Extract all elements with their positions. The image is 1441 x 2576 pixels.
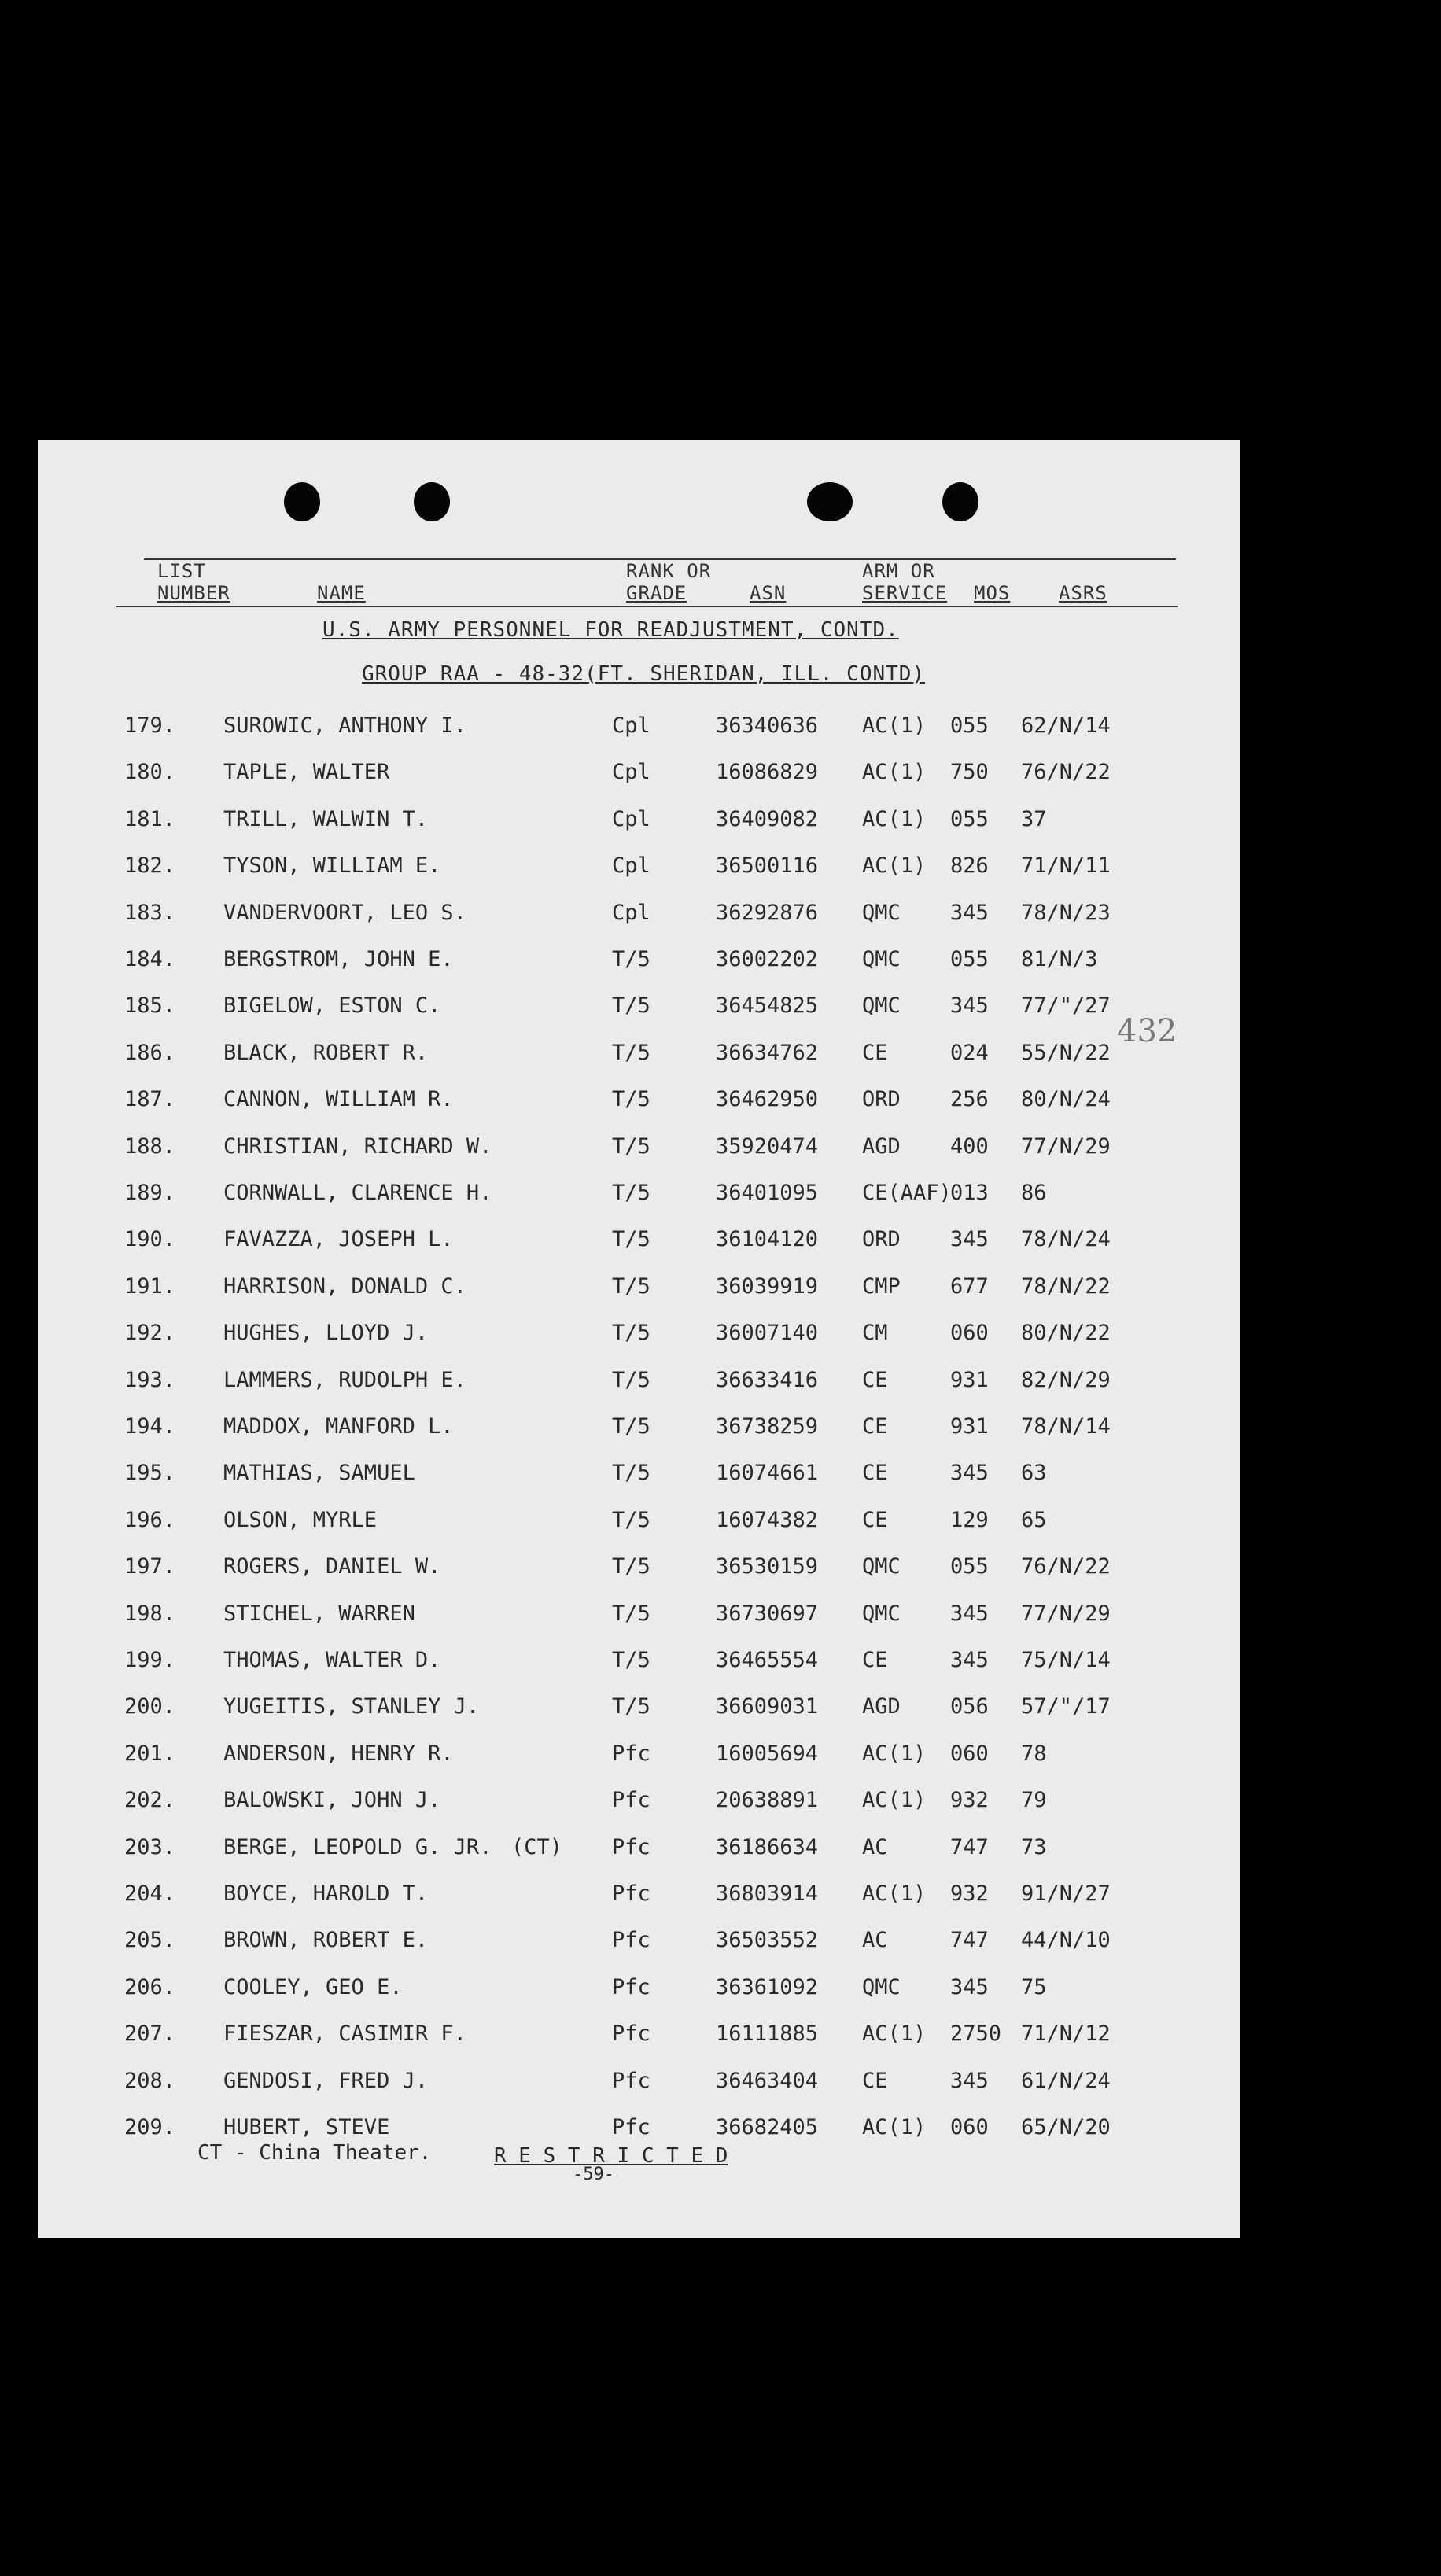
person-name: TYSON, WILLIAM E.: [223, 853, 441, 879]
list-row: [38, 807, 1240, 838]
arm-of-service: QMC: [862, 1554, 901, 1579]
arm-of-service: CE: [862, 1367, 888, 1392]
person-name: FAVAZZA, JOSEPH L.: [223, 1227, 454, 1252]
asrs-score: 37: [1021, 806, 1047, 831]
arm-of-service: CM: [862, 1321, 888, 1346]
army-serial-number: 16005694: [716, 1741, 819, 1766]
arm-of-service: CE: [862, 1461, 888, 1486]
list-number: 183.: [124, 900, 176, 925]
person-name: ANDERSON, HENRY R.: [223, 1741, 454, 1766]
army-serial-number: 36039919: [716, 1273, 819, 1299]
rank-grade: T/5: [612, 1367, 650, 1392]
asrs-score: 78/N/24: [1021, 1227, 1111, 1252]
rank-grade: Pfc: [612, 1741, 650, 1766]
person-name: TAPLE, WALTER: [223, 760, 390, 785]
army-serial-number: 36463404: [716, 2068, 819, 2093]
person-name: SUROWIC, ANTHONY I.: [223, 713, 466, 738]
mos-code: 345: [950, 1648, 989, 1672]
army-serial-number: 36682405: [716, 2115, 819, 2139]
arm-of-service: CE: [862, 1040, 888, 1065]
list-number: 195.: [124, 1461, 176, 1486]
list-number: 188.: [124, 1133, 176, 1159]
asrs-score: 78: [1021, 1741, 1047, 1766]
punch-hole: [807, 482, 853, 521]
asrs-score: 77/"/27: [1021, 993, 1111, 1019]
header-rank: RANK OR GRADE: [626, 560, 712, 604]
army-serial-number: 36609031: [716, 1694, 819, 1719]
arm-of-service: AC: [862, 1928, 888, 1953]
header-arm: ARM OR SERVICE: [862, 560, 948, 604]
mos-code: 345: [950, 1461, 989, 1486]
person-name: MATHIAS, SAMUEL: [223, 1461, 415, 1486]
asrs-score: 86: [1021, 1181, 1047, 1205]
arm-of-service: CE(AAF): [862, 1181, 952, 1205]
asrs-score: 55/N/22: [1021, 1040, 1111, 1065]
mos-code: 256: [950, 1087, 989, 1112]
arm-of-service: AC(1): [862, 2021, 927, 2047]
army-serial-number: 36634762: [716, 1040, 819, 1065]
arm-of-service: QMC: [862, 947, 901, 971]
list-row: [38, 901, 1240, 932]
mos-code: 826: [950, 853, 989, 879]
mos-code: 345: [950, 1601, 989, 1626]
list-number: 191.: [124, 1273, 176, 1299]
list-number: 180.: [124, 760, 176, 785]
arm-of-service: CMP: [862, 1273, 901, 1299]
arm-of-service: AC(1): [862, 2115, 927, 2139]
mos-code: 055: [950, 806, 989, 831]
army-serial-number: 16074382: [716, 1507, 819, 1532]
list-number: 187.: [124, 1087, 176, 1112]
asrs-score: 63: [1021, 1461, 1047, 1486]
arm-of-service: ORD: [862, 1227, 901, 1252]
asrs-score: 78/N/23: [1021, 900, 1111, 925]
rank-grade: Pfc: [612, 1834, 650, 1859]
person-name: BERGSTROM, JOHN E.: [223, 947, 454, 971]
army-serial-number: 36465554: [716, 1648, 819, 1672]
person-name: MADDOX, MANFORD L.: [223, 1414, 454, 1439]
person-name: ROGERS, DANIEL W.: [223, 1554, 441, 1579]
person-name: HARRISON, DONALD C.: [223, 1273, 466, 1299]
mos-code: 931: [950, 1367, 989, 1392]
army-serial-number: 36633416: [716, 1367, 819, 1392]
list-number: 205.: [124, 1928, 176, 1953]
army-serial-number: 36454825: [716, 993, 819, 1019]
person-name: GENDOSI, FRED J.: [223, 2068, 429, 2093]
document-title: U.S. ARMY PERSONNEL FOR READJUSTMENT, CONTD.: [322, 618, 899, 642]
mos-code: 750: [950, 760, 989, 785]
person-name: BOYCE, HAROLD T.: [223, 1881, 429, 1906]
asrs-score: 62/N/14: [1021, 713, 1111, 738]
person-name: THOMAS, WALTER D.: [223, 1648, 441, 1672]
list-row: [38, 1508, 1240, 1539]
rank-grade: Pfc: [612, 2021, 650, 2047]
list-row: [38, 853, 1240, 885]
arm-of-service: QMC: [862, 993, 901, 1019]
mos-code: 055: [950, 713, 989, 738]
list-number: 181.: [124, 806, 176, 831]
asrs-score: 57/"/17: [1021, 1694, 1111, 1719]
list-number: 206.: [124, 1974, 176, 1999]
asrs-score: 78/N/14: [1021, 1414, 1111, 1439]
army-serial-number: 36340636: [716, 713, 819, 738]
rank-grade: T/5: [612, 1273, 650, 1299]
list-row: [38, 1881, 1240, 1913]
list-number: 202.: [124, 1788, 176, 1813]
list-number: 192.: [124, 1321, 176, 1346]
army-serial-number: 20638891: [716, 1788, 819, 1813]
army-serial-number: 35920474: [716, 1133, 819, 1159]
list-row: [38, 1975, 1240, 2007]
asrs-score: 44/N/10: [1021, 1928, 1111, 1953]
person-name: VANDERVOORT, LEO S.: [223, 900, 466, 925]
page-number: -59-: [573, 2165, 614, 2184]
person-name: COOLEY, GEO E.: [223, 1974, 403, 1999]
person-name: LAMMERS, RUDOLPH E.: [223, 1367, 466, 1392]
person-name: BIGELOW, ESTON C.: [223, 993, 441, 1019]
punch-hole: [414, 482, 450, 521]
army-serial-number: 36730697: [716, 1601, 819, 1626]
asrs-score: 71/N/11: [1021, 853, 1111, 879]
list-row: [38, 947, 1240, 978]
army-serial-number: 36292876: [716, 900, 819, 925]
header-mos: MOS: [974, 582, 1011, 604]
mos-code: 400: [950, 1133, 989, 1159]
header-asrs: ASRS: [1059, 582, 1107, 604]
list-number: 209.: [124, 2115, 176, 2139]
rank-grade: T/5: [612, 1507, 650, 1532]
list-row: [38, 1041, 1240, 1072]
arm-of-service: AC(1): [862, 1741, 927, 1766]
arm-of-service: CE: [862, 1507, 888, 1532]
rank-grade: T/5: [612, 1648, 650, 1672]
list-row: [38, 1928, 1240, 1959]
arm-of-service: AC(1): [862, 853, 927, 879]
asrs-score: 65/N/20: [1021, 2115, 1111, 2139]
person-name: CORNWALL, CLARENCE H.: [223, 1181, 492, 1205]
list-row: [38, 1694, 1240, 1726]
mos-code: 056: [950, 1694, 989, 1719]
rank-grade: T/5: [612, 1554, 650, 1579]
list-row: [38, 1227, 1240, 1259]
list-row: [38, 1274, 1240, 1306]
list-number: 189.: [124, 1181, 176, 1205]
person-name: CANNON, WILLIAM R.: [223, 1087, 454, 1112]
arm-of-service: AGD: [862, 1694, 901, 1719]
army-serial-number: 36002202: [716, 947, 819, 971]
asrs-score: 80/N/24: [1021, 1087, 1111, 1112]
rank-grade: Pfc: [612, 1881, 650, 1906]
mos-code: 677: [950, 1273, 989, 1299]
page-stamp: 432: [1117, 1013, 1177, 1049]
footnote: CT - China Theater.: [197, 2141, 432, 2165]
person-name: BROWN, ROBERT E.: [223, 1928, 429, 1953]
list-row: [38, 2021, 1240, 2053]
asrs-score: 82/N/29: [1021, 1367, 1111, 1392]
rank-grade: Pfc: [612, 2115, 650, 2139]
rank-grade: Pfc: [612, 1974, 650, 1999]
asrs-score: 61/N/24: [1021, 2068, 1111, 2093]
mos-code: 060: [950, 1741, 989, 1766]
rank-grade: T/5: [612, 1601, 650, 1626]
list-number: 179.: [124, 713, 176, 738]
list-row: [38, 1601, 1240, 1633]
person-name: TRILL, WALWIN T.: [223, 806, 429, 831]
asrs-score: 65: [1021, 1507, 1047, 1532]
list-number: 182.: [124, 853, 176, 879]
list-row: [38, 993, 1240, 1025]
rank-grade: T/5: [612, 1181, 650, 1205]
list-number: 207.: [124, 2021, 176, 2047]
list-number: 200.: [124, 1694, 176, 1719]
rank-grade: T/5: [612, 1133, 650, 1159]
rank-grade: Pfc: [612, 1928, 650, 1953]
army-serial-number: 36803914: [716, 1881, 819, 1906]
list-number: 193.: [124, 1367, 176, 1392]
mos-code: 345: [950, 900, 989, 925]
mos-code: 345: [950, 2068, 989, 2093]
list-row: [38, 1461, 1240, 1492]
list-row: [38, 1134, 1240, 1166]
list-row: [38, 2069, 1240, 2100]
mos-code: 932: [950, 1881, 989, 1906]
person-name: OLSON, MYRLE: [223, 1507, 378, 1532]
arm-of-service: AC(1): [862, 806, 927, 831]
person-name: BALOWSKI, JOHN J.: [223, 1788, 441, 1813]
person-name: BERGE, LEOPOLD G. JR.: [223, 1834, 492, 1859]
list-number: 199.: [124, 1648, 176, 1672]
header-asn: ASN: [750, 582, 787, 604]
asrs-score: 77/N/29: [1021, 1601, 1111, 1626]
list-number: 186.: [124, 1040, 176, 1065]
rank-grade: Cpl: [612, 760, 650, 785]
mos-code: 055: [950, 947, 989, 971]
header-list-number: LIST NUMBER: [157, 560, 230, 604]
mos-code: 345: [950, 993, 989, 1019]
punch-hole: [942, 482, 978, 521]
rank-grade: T/5: [612, 1414, 650, 1439]
rank-grade: Pfc: [612, 2068, 650, 2093]
rank-grade: T/5: [612, 947, 650, 971]
rank-grade: T/5: [612, 993, 650, 1019]
list-row: [38, 1648, 1240, 1679]
mos-code: 055: [950, 1554, 989, 1579]
army-serial-number: 36007140: [716, 1321, 819, 1346]
army-serial-number: 36530159: [716, 1554, 819, 1579]
person-name: CHRISTIAN, RICHARD W.: [223, 1133, 492, 1159]
person-name: HUBERT, STEVE: [223, 2115, 390, 2139]
army-serial-number: 36401095: [716, 1181, 819, 1205]
rank-grade: Cpl: [612, 900, 650, 925]
army-serial-number: 36738259: [716, 1414, 819, 1439]
header-bottom-rule: [116, 606, 1178, 607]
mos-code: 345: [950, 1974, 989, 1999]
mos-code: 060: [950, 1321, 989, 1346]
list-row: [38, 760, 1240, 791]
list-number: 201.: [124, 1741, 176, 1766]
asrs-score: 76/N/22: [1021, 760, 1111, 785]
mos-code: 932: [950, 1788, 989, 1813]
rank-grade: T/5: [612, 1321, 650, 1346]
asrs-score: 79: [1021, 1788, 1047, 1813]
arm-of-service: AC(1): [862, 760, 927, 785]
asrs-score: 91/N/27: [1021, 1881, 1111, 1906]
name-note: (CT): [511, 1834, 563, 1859]
army-serial-number: 16074661: [716, 1461, 819, 1486]
asrs-score: 73: [1021, 1834, 1047, 1859]
rank-grade: T/5: [612, 1040, 650, 1065]
list-number: 198.: [124, 1601, 176, 1626]
mos-code: 747: [950, 1834, 989, 1859]
person-name: YUGEITIS, STANLEY J.: [223, 1694, 480, 1719]
list-number: 204.: [124, 1881, 176, 1906]
list-row: [38, 1321, 1240, 1352]
mos-code: 129: [950, 1507, 989, 1532]
army-serial-number: 36409082: [716, 806, 819, 831]
list-number: 196.: [124, 1507, 176, 1532]
list-row: [38, 1414, 1240, 1446]
arm-of-service: AC(1): [862, 1881, 927, 1906]
list-row: [38, 1835, 1240, 1867]
punch-hole: [284, 482, 320, 521]
group-title: GROUP RAA - 48-32(FT. SHERIDAN, ILL. CONTD): [362, 662, 926, 686]
list-number: 203.: [124, 1834, 176, 1859]
asrs-score: 77/N/29: [1021, 1133, 1111, 1159]
arm-of-service: CE: [862, 1414, 888, 1439]
list-row: [38, 1368, 1240, 1399]
rank-grade: Cpl: [612, 853, 650, 879]
rank-grade: T/5: [612, 1087, 650, 1112]
arm-of-service: CE: [862, 2068, 888, 2093]
list-row: [38, 1181, 1240, 1212]
arm-of-service: AC: [862, 1834, 888, 1859]
document-page: [38, 440, 1240, 2238]
mos-code: 013: [950, 1181, 989, 1205]
army-serial-number: 36462950: [716, 1087, 819, 1112]
asrs-score: 71/N/12: [1021, 2021, 1111, 2047]
rank-grade: T/5: [612, 1461, 650, 1486]
rank-grade: Cpl: [612, 806, 650, 831]
army-serial-number: 16111885: [716, 2021, 819, 2047]
list-number: 184.: [124, 947, 176, 971]
mos-code: 2750: [950, 2021, 1002, 2047]
arm-of-service: CE: [862, 1648, 888, 1672]
person-name: BLACK, ROBERT R.: [223, 1040, 429, 1065]
rank-grade: Cpl: [612, 713, 650, 738]
list-number: 190.: [124, 1227, 176, 1252]
list-row: [38, 713, 1240, 745]
person-name: STICHEL, WARREN: [223, 1601, 415, 1626]
list-number: 208.: [124, 2068, 176, 2093]
restricted-marking: R E S T R I C T E D: [494, 2144, 728, 2168]
asrs-score: 76/N/22: [1021, 1554, 1111, 1579]
list-number: 197.: [124, 1554, 176, 1579]
arm-of-service: AGD: [862, 1133, 901, 1159]
rank-grade: Pfc: [612, 1788, 650, 1813]
asrs-score: 75: [1021, 1974, 1047, 1999]
mos-code: 747: [950, 1928, 989, 1953]
mos-code: 024: [950, 1040, 989, 1065]
army-serial-number: 36500116: [716, 853, 819, 879]
arm-of-service: QMC: [862, 1974, 901, 1999]
header-name: NAME: [317, 582, 366, 604]
army-serial-number: 36186634: [716, 1834, 819, 1859]
list-number: 194.: [124, 1414, 176, 1439]
asrs-score: 80/N/22: [1021, 1321, 1111, 1346]
person-name: FIESZAR, CASIMIR F.: [223, 2021, 466, 2047]
list-number: 185.: [124, 993, 176, 1019]
army-serial-number: 16086829: [716, 760, 819, 785]
list-row: [38, 1741, 1240, 1773]
arm-of-service: ORD: [862, 1087, 901, 1112]
rank-grade: T/5: [612, 1227, 650, 1252]
army-serial-number: 36361092: [716, 1974, 819, 1999]
list-row: [38, 1087, 1240, 1118]
mos-code: 931: [950, 1414, 989, 1439]
mos-code: 060: [950, 2115, 989, 2139]
arm-of-service: AC(1): [862, 713, 927, 738]
army-serial-number: 36503552: [716, 1928, 819, 1953]
list-row: [38, 1554, 1240, 1586]
list-row: [38, 1788, 1240, 1819]
asrs-score: 78/N/22: [1021, 1273, 1111, 1299]
rank-grade: T/5: [612, 1694, 650, 1719]
asrs-score: 81/N/3: [1021, 947, 1098, 971]
arm-of-service: AC(1): [862, 1788, 927, 1813]
mos-code: 345: [950, 1227, 989, 1252]
asrs-score: 75/N/14: [1021, 1648, 1111, 1672]
arm-of-service: QMC: [862, 900, 901, 925]
arm-of-service: QMC: [862, 1601, 901, 1626]
army-serial-number: 36104120: [716, 1227, 819, 1252]
person-name: HUGHES, LLOYD J.: [223, 1321, 429, 1346]
